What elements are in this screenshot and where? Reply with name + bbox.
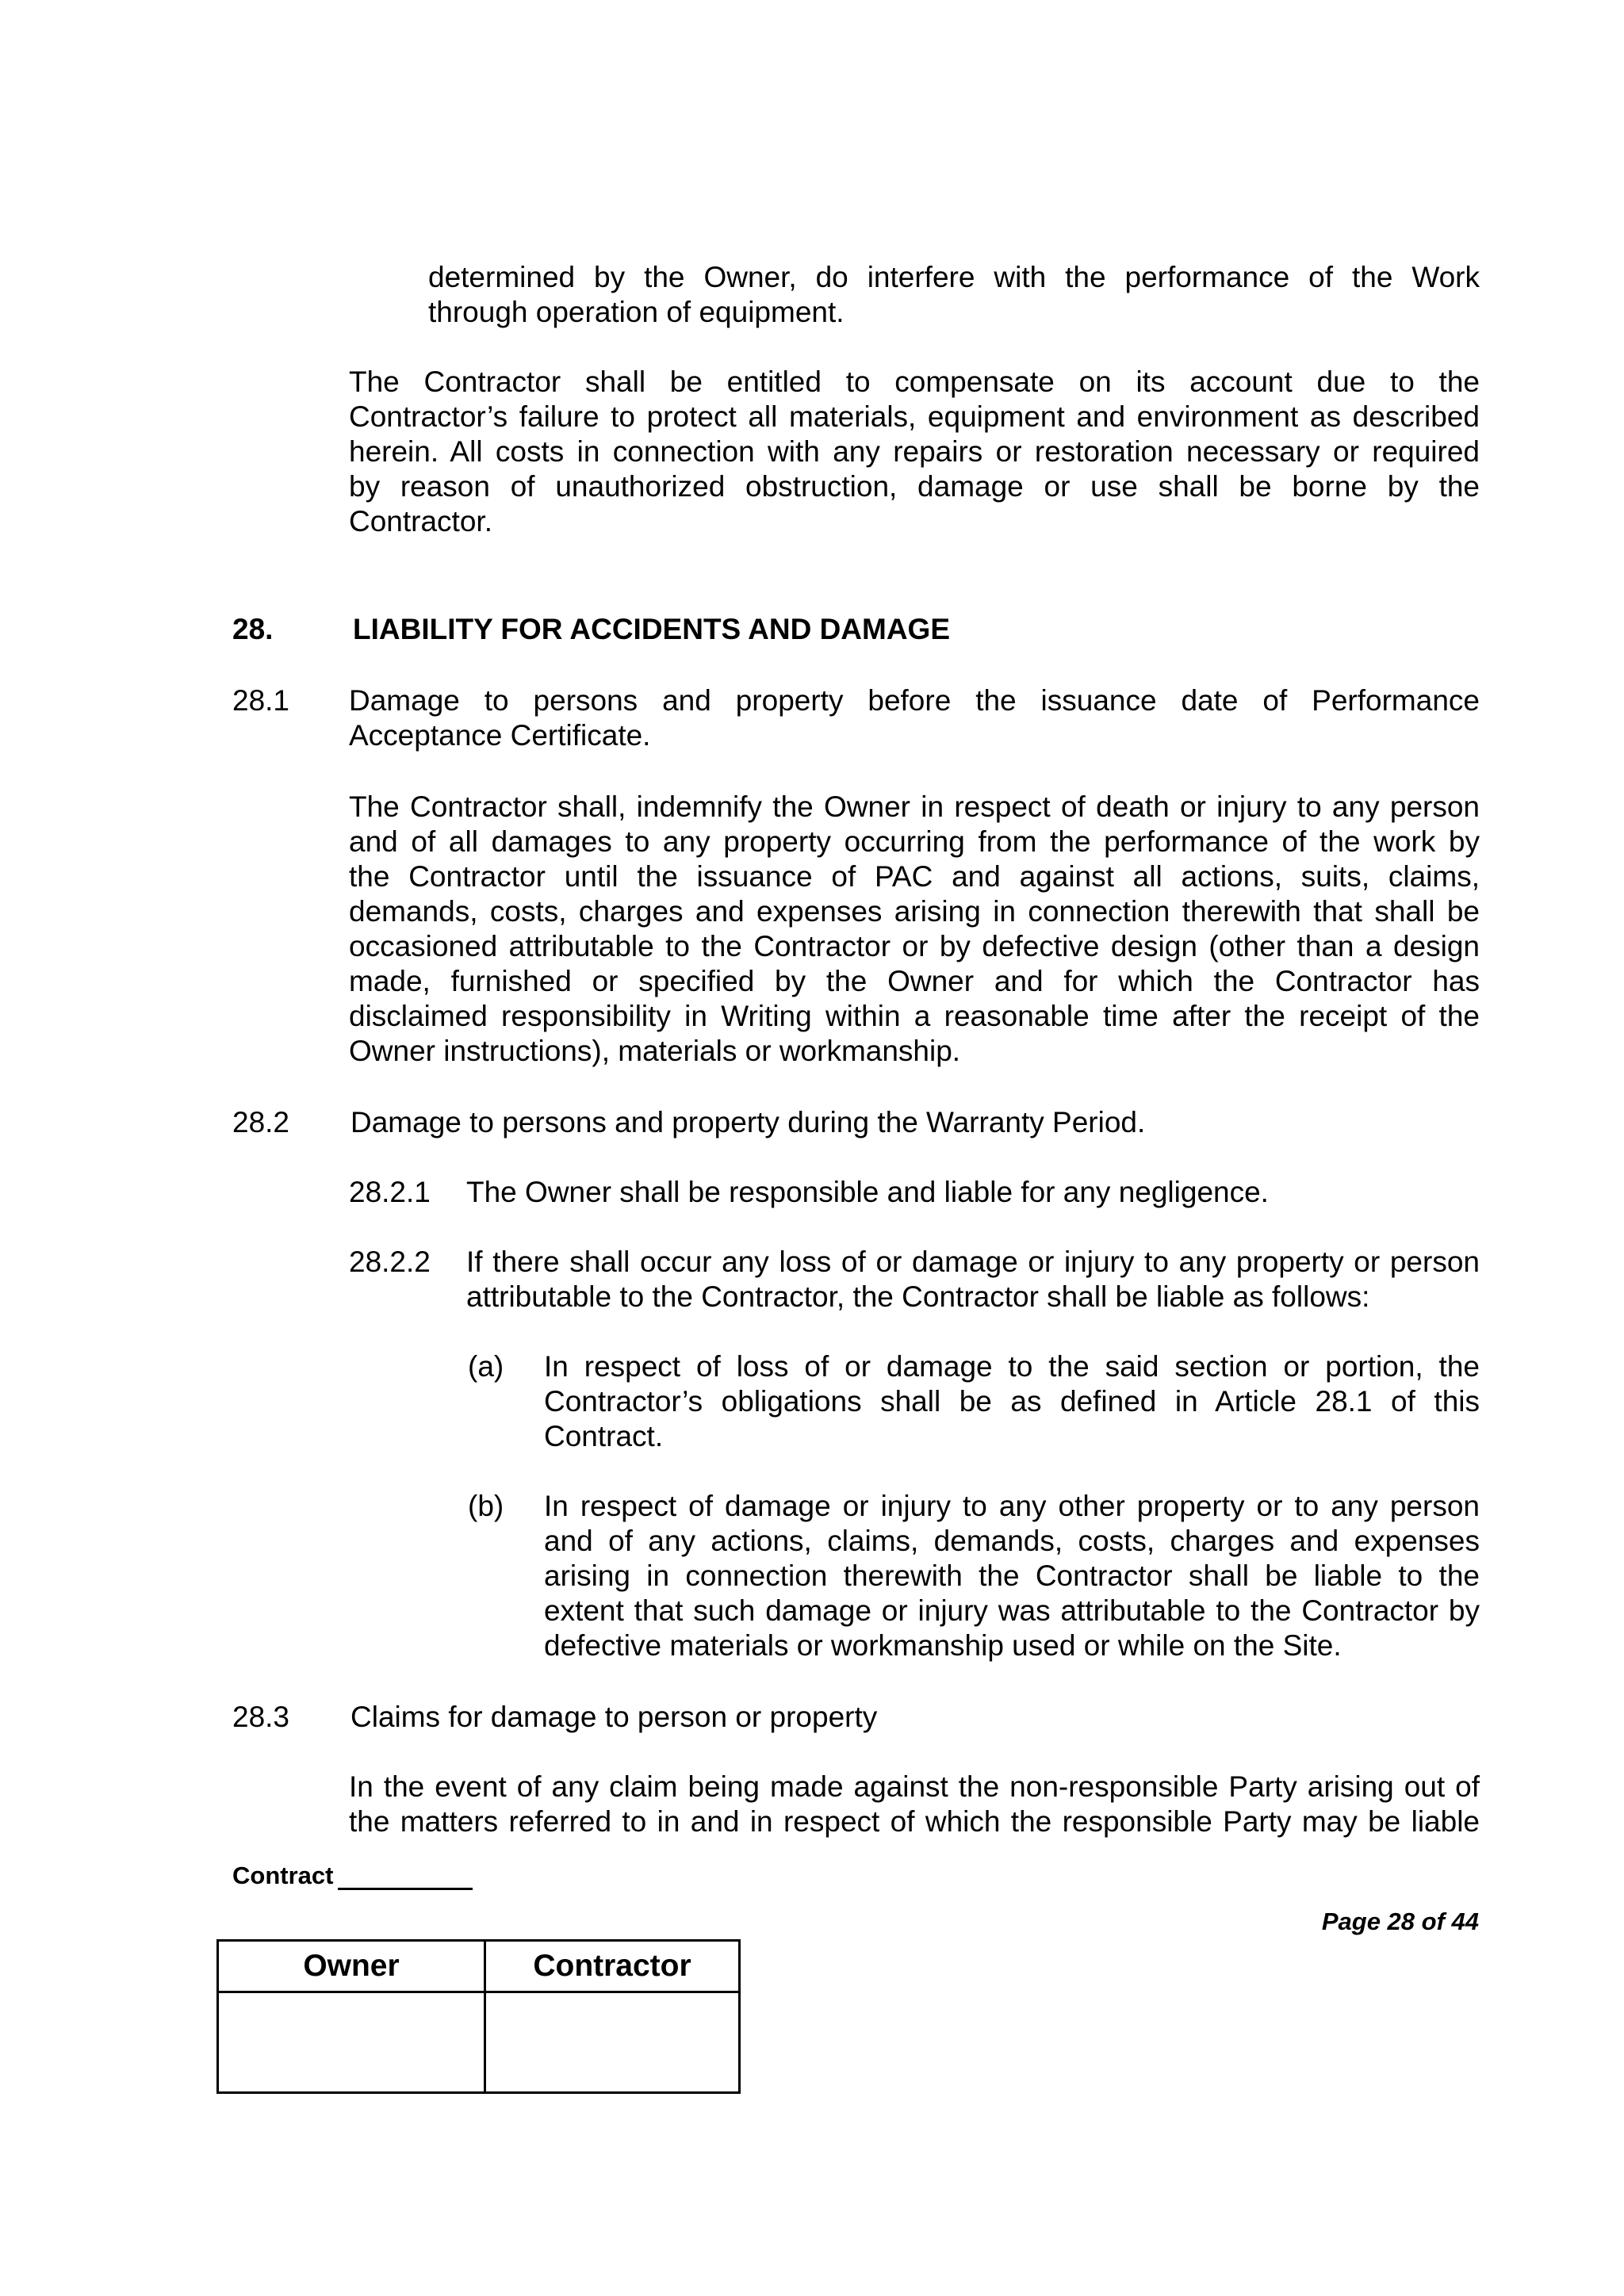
text-line: Owner instructions), materials or workmanship. (349, 1035, 961, 1067)
clause-number-28-2: 28.2 (232, 1106, 290, 1138)
contractor-signature-cell[interactable] (485, 1992, 740, 2093)
text-line: Damage to persons and property before the issuance date of Performance (349, 684, 1480, 717)
owner-header: Owner (218, 1941, 485, 1992)
text-line: by reason of unauthorized obstruction, damage or use shall be borne by the (349, 470, 1480, 503)
text-line: If there shall occur any loss of or damage or injury to any property or person (466, 1246, 1480, 1278)
text-line: the matters referred to in and in respect of which the responsible Party may be liable (349, 1805, 1480, 1838)
text-line: Contract. (544, 1420, 664, 1452)
intro-paragraph (428, 260, 1480, 330)
item-a-text (544, 1349, 1480, 1454)
clause-28-2-title: Damage to persons and property during the Warranty Period. (350, 1106, 1146, 1138)
text-line: determined by the Owner, do interfere with the performance of the Work (428, 261, 1480, 293)
text-line: made, furnished or specified by the Owner and for which the Contractor has (349, 965, 1480, 997)
text-line: and of any actions, claims, demands, costs, charges and expenses (544, 1525, 1480, 1557)
clause-28-3-body (349, 1770, 1480, 1839)
clause-28-2-1-text: The Owner shall be responsible and liable for any negligence. (466, 1176, 1269, 1208)
text-line: arising in connection therewith the Contractor shall be liable to the (544, 1559, 1480, 1592)
text-line: In the event of any claim being made against the non-responsible Party arising out of (349, 1770, 1480, 1803)
text-line: defective materials or workmanship used or while on the Site. (544, 1629, 1342, 1662)
contract-label-text: Contract (232, 1862, 334, 1889)
section-title: LIABILITY FOR ACCIDENTS AND DAMAGE (353, 613, 951, 645)
clause-28-3-title: Claims for damage to person or property (350, 1701, 878, 1733)
text-line: demands, costs, charges and expenses arising in connection therewith that shall be (349, 895, 1480, 928)
clause-28-1-body (349, 790, 1480, 1069)
contract-label (232, 1862, 473, 1890)
text-line: attributable to the Contractor, the Contractor shall be liable as follows: (466, 1280, 1370, 1313)
text-line: Contractor. (349, 505, 492, 538)
item-b-text (544, 1489, 1480, 1663)
clause-28-2-2-text (466, 1245, 1480, 1314)
text-line: Acceptance Certificate. (349, 719, 651, 752)
contract-number-blank (338, 1864, 473, 1890)
text-line: herein. All costs in connection with any repairs or restoration necessary or required (349, 435, 1480, 468)
signature-table (216, 1939, 741, 2094)
clause-number-28-1: 28.1 (232, 684, 290, 717)
page-number: Page 28 of 44 (1321, 1908, 1479, 1935)
text-line: The Contractor shall be entitled to compensate on its account due to the (349, 365, 1480, 398)
clause-28-1-title (349, 683, 1480, 753)
item-label-a: (a) (468, 1350, 504, 1383)
text-line: extent that such damage or injury was attributable to the Contractor by (544, 1594, 1480, 1627)
text-line: the Contractor until the issuance of PAC and against all actions, suits, claims, (349, 860, 1480, 893)
text-line: Contractor’s obligations shall be as defined in Article 28.1 of this (544, 1385, 1480, 1418)
text-line: through operation of equipment. (428, 296, 845, 328)
text-line: disclaimed responsibility in Writing within a reasonable time after the receipt of the (349, 1000, 1480, 1032)
text-line: In respect of loss of or damage to the said section or portion, the (544, 1350, 1480, 1383)
owner-signature-cell[interactable] (218, 1992, 485, 2093)
contractor-compensation-paragraph (349, 365, 1480, 539)
item-label-b: (b) (468, 1490, 504, 1522)
text-line: and of all damages to any property occurring from the performance of the work by (349, 825, 1480, 858)
text-line: Contractor’s failure to protect all materials, equipment and environment as described (349, 400, 1480, 433)
text-line: The Contractor shall, indemnify the Owner in respect of death or injury to any person (349, 790, 1480, 823)
clause-number-28-3: 28.3 (232, 1701, 290, 1733)
section-number: 28. (232, 613, 274, 645)
text-line: In respect of damage or injury to any other property or to any person (544, 1490, 1480, 1522)
contractor-header: Contractor (485, 1941, 740, 1992)
text-line: occasioned attributable to the Contractor or by defective design (other than a design (349, 930, 1480, 962)
clause-number-28-2-2: 28.2.2 (349, 1246, 431, 1278)
clause-number-28-2-1: 28.2.1 (349, 1176, 431, 1208)
